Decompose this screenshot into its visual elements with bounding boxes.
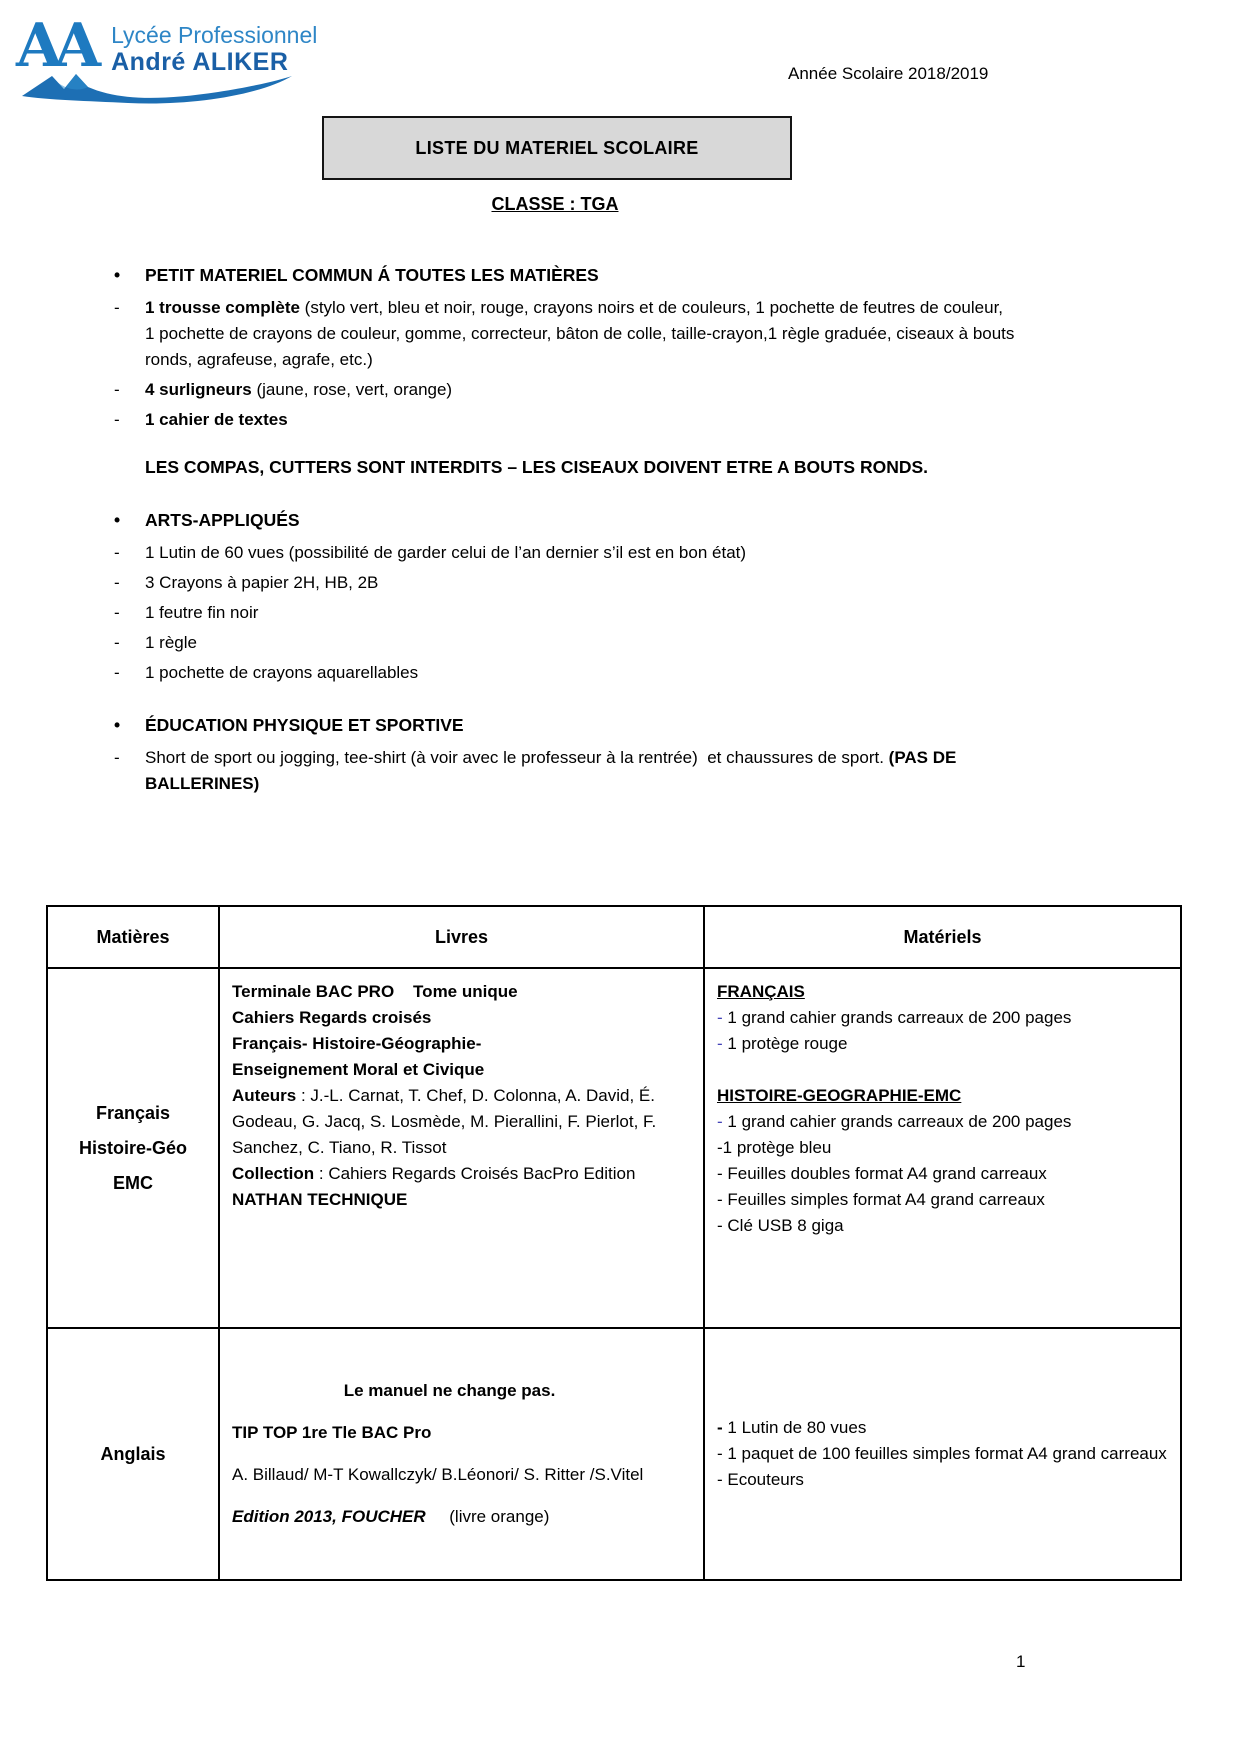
list-item: [105, 660, 1015, 686]
materiels-line: [717, 1005, 1168, 1031]
text-segment: 4 surligneurs: [145, 380, 252, 399]
text-segment: : Cahiers Regards Croisés BacPro Edition: [314, 1164, 636, 1183]
supplies-section: [0, 507, 1240, 686]
dash-marker: -: [114, 410, 120, 429]
list-item-text: [145, 600, 1015, 626]
page-number: 1: [1016, 1652, 1026, 1671]
list-item-text: [145, 630, 1015, 656]
text-segment: Le manuel ne change pas.: [343, 1381, 556, 1400]
classe-line: [322, 194, 788, 215]
text-segment: -: [717, 1112, 728, 1131]
livres-cell: [219, 1328, 704, 1580]
text-segment: 1 Lutin de 60 vues (possibilité de garder celui de l’an dernier s’il est en bon état): [145, 543, 747, 562]
list-item-text: [145, 377, 1015, 403]
livres-line: [232, 1462, 691, 1488]
text-segment: FRANÇAIS: [717, 982, 805, 1001]
livres-line: [232, 1083, 691, 1161]
materiels-line: [717, 1187, 1168, 1213]
bullet-icon: •: [114, 715, 121, 735]
list-item-text: [145, 295, 1015, 373]
text-segment: (livre orange): [425, 1507, 550, 1526]
document-title: LISTE DU MATERIEL SCOLAIRE: [415, 137, 699, 158]
materiels-line: [717, 1213, 1168, 1239]
dash-marker: -: [114, 603, 120, 622]
text-segment: - 1 paquet de 100 feuilles simples format A4 grand carreaux: [717, 1444, 1167, 1463]
text-segment: - Feuilles simples format A4 grand carreaux: [717, 1190, 1045, 1209]
section-heading: ARTS-APPLIQUÉS: [145, 510, 300, 530]
livres-cell: [219, 968, 704, 1328]
supplies-section: [0, 712, 1240, 797]
table-header-row: [47, 906, 1181, 968]
school-logo: [16, 11, 326, 106]
text-segment: -: [717, 1418, 728, 1437]
matiere-cell: [47, 1328, 219, 1580]
list-item: [105, 295, 1015, 373]
text-segment: 1 protège rouge: [727, 1034, 848, 1053]
text-segment: TIP TOP 1re Tle BAC Pro: [232, 1423, 432, 1442]
livres-line: [232, 1161, 691, 1213]
livres-line: [232, 1420, 691, 1446]
supplies-section: [0, 262, 1240, 481]
text-segment: 1 trousse complète: [145, 298, 300, 317]
dash-marker: -: [114, 543, 120, 562]
document-title-box: [322, 116, 792, 180]
materiels-cell: [704, 1328, 1181, 1580]
materiels-line: [717, 1441, 1168, 1467]
materiels-line: [717, 1109, 1168, 1135]
section-heading-row: [105, 262, 1015, 288]
column-header: Matériels: [704, 906, 1181, 968]
logo-initials: AA: [16, 11, 94, 81]
dash-marker: -: [114, 633, 120, 652]
classe-text: CLASSE : TGA: [491, 194, 619, 214]
list-item: [105, 630, 1015, 656]
materiels-line: [717, 1083, 1168, 1109]
text-segment: -: [717, 1034, 728, 1053]
text-segment: (stylo vert, bleu et noir, rouge, crayons noirs et de couleurs, 1 pochette de feutres de couleur, 1 pochette de crayons de couleur, gomme, correcteur, bâton de colle, taille-crayon,1 règle graduée, ciseaux à bouts ronds, agrafeuse, agrafe, etc.): [145, 298, 1015, 369]
materiels-cell: [704, 968, 1181, 1328]
dash-marker: -: [114, 748, 120, 767]
dash-marker: -: [114, 298, 120, 317]
list-item-text: [145, 660, 1015, 686]
section-heading-row: [105, 712, 1015, 738]
section-heading-row: [105, 507, 1015, 533]
text-segment: 1 feutre fin noir: [145, 603, 259, 622]
text-segment: NATHAN TECHNIQUE: [232, 1190, 408, 1209]
text-segment: HISTOIRE-GEOGRAPHIE-EMC: [717, 1086, 962, 1105]
livres-line: [232, 1378, 691, 1404]
document-body: [0, 252, 1240, 1581]
text-segment: - Clé USB 8 giga: [717, 1216, 844, 1235]
text-segment: 1 Lutin de 80 vues: [727, 1418, 867, 1437]
text-segment: 1 règle: [145, 633, 197, 652]
text-segment: 1 grand cahier grands carreaux de 200 pages: [727, 1112, 1072, 1131]
logo-row: [16, 11, 326, 81]
section-note: LES COMPAS, CUTTERS SONT INTERDITS – LES CISEAUX DOIVENT ETRE A BOUTS RONDS.: [145, 457, 929, 477]
supplies-sections: [0, 262, 1240, 797]
logo-school-type: Lycée Professionnel: [111, 22, 318, 48]
materiels-line: [717, 979, 1168, 1005]
materiels-line: [717, 1057, 1168, 1083]
dash-marker: -: [114, 380, 120, 399]
list-item-text: [145, 407, 1015, 433]
list-item: [105, 570, 1015, 596]
text-segment: Cahiers Regards croisés: [232, 1008, 432, 1027]
list-item: [105, 745, 1015, 797]
list-item-text: [145, 745, 1015, 797]
table-row: [47, 968, 1181, 1328]
section-heading: PETIT MATERIEL COMMUN Á TOUTES LES MATIÈRES: [145, 265, 599, 285]
list-item: [105, 600, 1015, 626]
text-segment: Français- Histoire-Géographie-: [232, 1034, 482, 1053]
livres-line: [232, 1504, 691, 1530]
supplies-table: [46, 905, 1182, 1581]
list-item: [105, 540, 1015, 566]
text-segment: Enseignement Moral et Civique: [232, 1060, 485, 1079]
text-segment: (PAS DE BALLERINES): [145, 748, 957, 793]
text-segment: -1 protège bleu: [717, 1138, 832, 1157]
livres-line: [232, 1057, 691, 1083]
text-segment: Auteurs: [232, 1086, 297, 1105]
materiels-line: [717, 1415, 1168, 1441]
livres-line: [232, 1031, 691, 1057]
dash-marker: -: [114, 573, 120, 592]
text-segment: 1 cahier de textes: [145, 410, 288, 429]
materiels-line: [717, 1031, 1168, 1057]
matiere-line: Anglais: [100, 1444, 166, 1464]
text-segment: 3 Crayons à papier 2H, HB, 2B: [145, 573, 379, 592]
materiels-line: [717, 1467, 1168, 1493]
materiels-line: [717, 1135, 1168, 1161]
matiere-cell: [47, 968, 219, 1328]
text-segment: - Ecouteurs: [717, 1470, 804, 1489]
dash-marker: -: [114, 663, 120, 682]
text-segment: Terminale BAC PRO Tome unique: [232, 982, 518, 1001]
list-item-text: [145, 540, 1015, 566]
bullet-icon: •: [114, 510, 121, 530]
text-segment: A. Billaud/ M-T Kowallczyk/ B.Léonori/ S. Ritter /S.Vitel: [232, 1465, 644, 1484]
logo-text: [111, 22, 317, 76]
text-segment: - Feuilles doubles format A4 grand carreaux: [717, 1164, 1047, 1183]
list-item: [105, 407, 1015, 433]
livres-line: [232, 1005, 691, 1031]
list-item-text: [145, 570, 1015, 596]
matiere-line: EMC: [113, 1173, 153, 1193]
column-header: Livres: [219, 906, 704, 968]
matiere-line: Français: [95, 1103, 171, 1123]
school-year: Année Scolaire 2018/2019: [788, 64, 989, 83]
text-segment: (jaune, rose, vert, orange): [251, 380, 453, 399]
livres-line: [232, 979, 691, 1005]
column-header: Matières: [47, 906, 219, 968]
text-segment: 1 pochette de crayons aquarellables: [145, 663, 419, 682]
materiels-line: [717, 1161, 1168, 1187]
matiere-line: Histoire-Géo: [78, 1138, 188, 1158]
table-row: [47, 1328, 1181, 1580]
text-segment: Edition 2013, FOUCHER: [232, 1507, 426, 1526]
text-segment: Short de sport ou jogging, tee-shirt (à voir avec le professeur à la rentrée) et chaussures de sport.: [145, 748, 889, 767]
text-segment: Collection: [232, 1164, 315, 1183]
section-heading: ÉDUCATION PHYSIQUE ET SPORTIVE: [145, 715, 464, 735]
text-segment: -: [717, 1008, 728, 1027]
list-item: [105, 377, 1015, 403]
text-segment: 1 grand cahier grands carreaux de 200 pages: [727, 1008, 1072, 1027]
text-segment: : J.-L. Carnat, T. Chef, D. Colonna, A. David, É. Godeau, G. Jacq, S. Losmède, M. Pierallini, F. Pierlot, F. Sanchez, C. Tiano, R. Tissot: [232, 1086, 657, 1157]
bullet-icon: •: [114, 265, 121, 285]
logo-school-name: André ALIKER: [111, 48, 289, 76]
